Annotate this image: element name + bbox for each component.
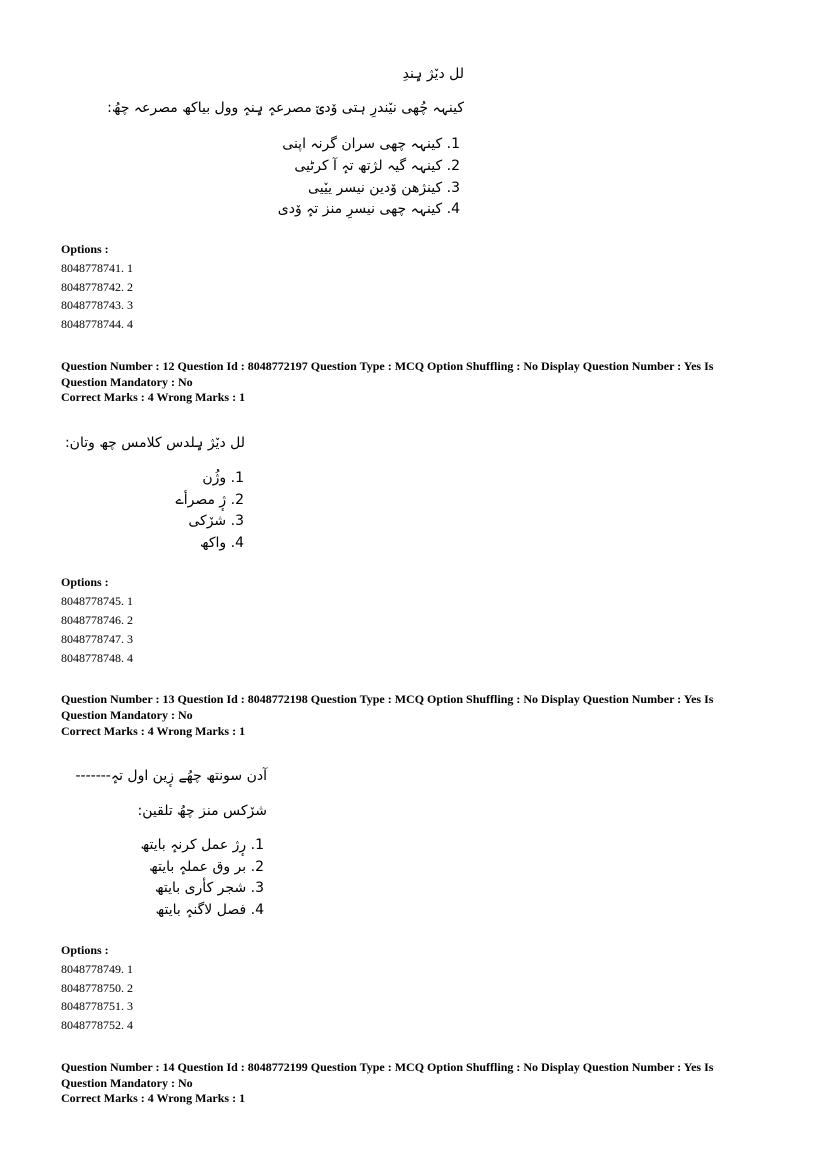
q11-instruction: کینہہ چُھی نیٚندرِ ہتی وٚدی٘ مصرعہٕ ہٕنہٕ وول بیاکھ مصرعہ چھُ:: [107, 100, 464, 116]
q14-meta-line2: Question Mandatory : No: [61, 1076, 193, 1090]
q12-option-4: 8048778748. 4: [61, 651, 133, 665]
q12-choice-1: 1. وژُن: [202, 470, 244, 486]
q13-option-2: 8048778750. 2: [61, 981, 133, 995]
q12-choice-3: 3. شرٚکی: [188, 513, 244, 529]
q12-options-label: Options :: [61, 575, 109, 589]
q11-option-4: 8048778744. 4: [61, 317, 133, 331]
q14-marks: Correct Marks : 4 Wrong Marks : 1: [61, 1091, 246, 1105]
q13-marks: Correct Marks : 4 Wrong Marks : 1: [61, 724, 246, 738]
q12-option-3: 8048778747. 3: [61, 632, 133, 646]
q11-choice-1: 1. کینہہ چھی سران گرنہ اپنی: [282, 136, 460, 152]
q12-meta-line2: Question Mandatory : No: [61, 375, 193, 389]
q13-subprompt: شرٚکس منز چھُ تلقین:: [137, 803, 267, 819]
q11-choice-2: 2. کینہہ گیہ لژتھ تہٕ آ کرٹیی: [294, 158, 460, 174]
q11-option-3: 8048778743. 3: [61, 298, 133, 312]
q11-title: لل دیٚژ ہٕندِ: [402, 66, 464, 82]
q13-choice-3: 3. شجر کأری بایتھ: [155, 880, 264, 896]
q12-prompt: لل دیٚژ ہٕلدس کلامس چھ وتان:: [64, 435, 245, 451]
q12-marks: Correct Marks : 4 Wrong Marks : 1: [61, 390, 246, 404]
q13-meta: [61, 691, 761, 723]
q12-choice-4: 4. واکھ: [200, 535, 244, 551]
q14-meta: [61, 1059, 761, 1091]
q13-choice-1: 1. رٕژ عمل کرنہٕ بایتھ: [140, 837, 264, 853]
q12-meta-line1: Question Number : 12 Question Id : 8048772197 Question Type : MCQ Option Shuffling : No Display Question Number : Yes Is: [61, 359, 714, 373]
q13-options-label: Options :: [61, 943, 109, 957]
q13-option-4: 8048778752. 4: [61, 1018, 133, 1032]
q11-choice-4: 4. کینہہ چھی نیسرِ منز تہٕ وٚدی: [277, 201, 460, 217]
q13-choice-4: 4. فصل لاگنہٕ بایتھ: [155, 902, 264, 918]
q13-choice-2: 2. بر وق عملہٕ بایتھ: [149, 859, 264, 875]
q12-option-2: 8048778746. 2: [61, 613, 133, 627]
q13-meta-line2: Question Mandatory : No: [61, 708, 193, 722]
q13-prompt: آدن سونتھ چھُے زٕین اول تہٕ-------: [75, 768, 267, 784]
q13-meta-line1: Question Number : 13 Question Id : 8048772198 Question Type : MCQ Option Shuffling : No Display Question Number : Yes Is: [61, 692, 714, 706]
q12-meta: [61, 358, 761, 390]
q12-option-1: 8048778745. 1: [61, 594, 133, 608]
q12-choice-2: 2. ژٕ مصرأے: [175, 492, 244, 508]
q13-option-3: 8048778751. 3: [61, 999, 133, 1013]
q11-option-1: 8048778741. 1: [61, 261, 133, 275]
q11-choice-3: 3. کینژھن وٚدین نیسر ییٚیی: [308, 180, 460, 196]
q11-option-2: 8048778742. 2: [61, 280, 133, 294]
q14-meta-line1: Question Number : 14 Question Id : 8048772199 Question Type : MCQ Option Shuffling : No Display Question Number : Yes Is: [61, 1060, 714, 1074]
q13-option-1: 8048778749. 1: [61, 962, 133, 976]
q11-options-label: Options :: [61, 242, 109, 256]
